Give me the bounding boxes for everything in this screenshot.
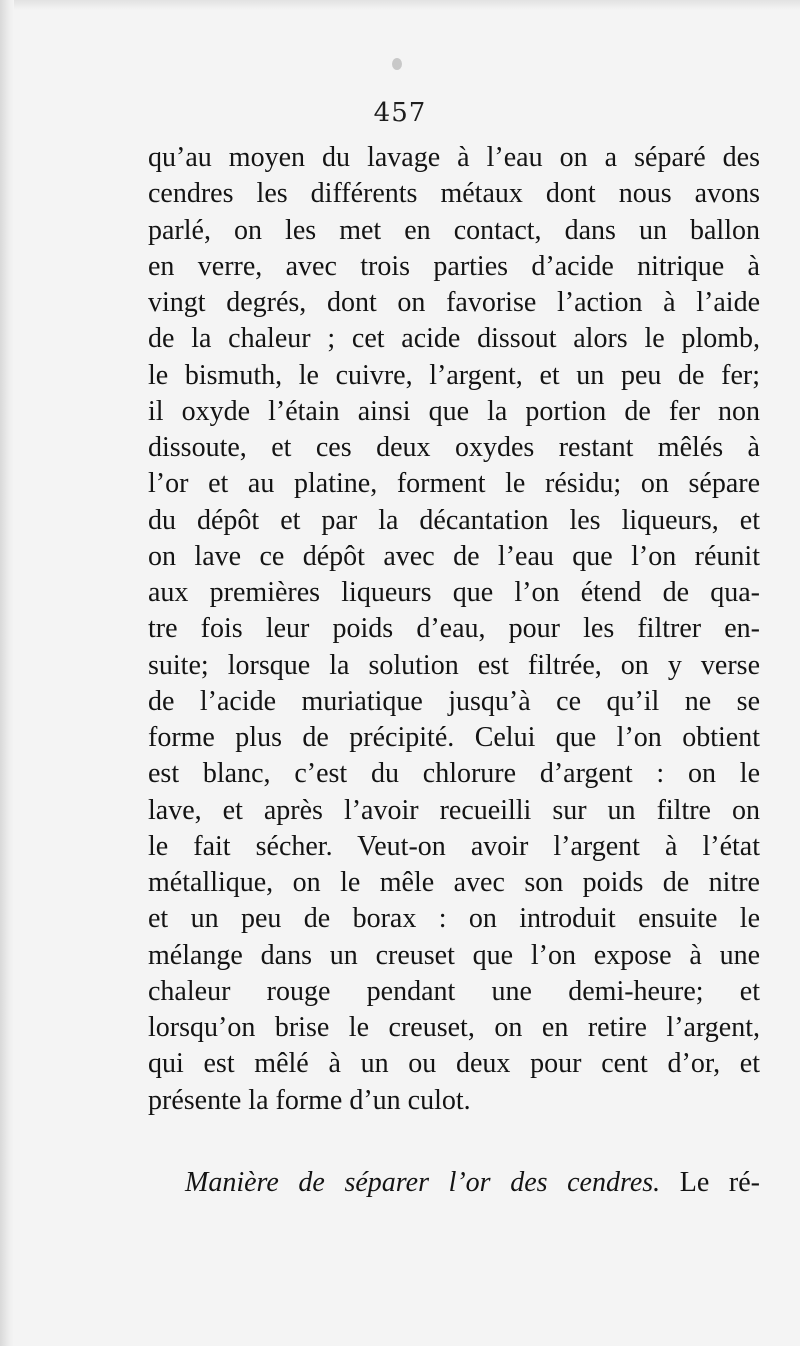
scan-edge-left xyxy=(0,0,14,1346)
text-line: du dépôt et par la décantation les liqueurs, et xyxy=(148,504,760,536)
text-line: de la chaleur ; cet acide dissout alors le plomb, xyxy=(148,323,760,355)
text-line: le fait sécher. Veut-on avoir l’argent à l’état xyxy=(148,830,760,862)
text-line: en verre, avec trois parties d’acide nitrique à xyxy=(148,250,760,282)
text-line: est blanc, c’est du chlorure d’argent : on le xyxy=(148,758,760,790)
text-line: le bismuth, le cuivre, l’argent, et un peu de fer; xyxy=(148,359,760,391)
text-line: qui est mêlé à un ou deux pour cent d’or, et xyxy=(148,1048,760,1080)
text-line: mélange dans un creuset que l’on expose à une xyxy=(148,939,760,971)
scan-edge-top xyxy=(0,0,800,10)
text-line: lorsqu’on brise le creuset, on en retire l’argent, xyxy=(148,1012,760,1043)
text-line: de l’acide muriatique jusqu’à ce qu’il ne se xyxy=(148,685,760,717)
heading-continuation: Le ré- xyxy=(679,1167,760,1198)
text-line: présente la forme d’un culot. xyxy=(148,1084,471,1116)
text-line: chaleur rouge pendant une demi-heure; et xyxy=(148,975,760,1007)
text-line: et un peu de borax : on introduit ensuite le xyxy=(148,903,760,935)
body-text xyxy=(148,140,760,1119)
text-line: vingt degrés, dont on favorise l’action à l’aide xyxy=(148,287,760,318)
text-line: suite; lorsque la solution est filtrée, on y verse xyxy=(148,649,760,681)
section-heading: Manière de séparer l’or des cendres. xyxy=(185,1167,661,1198)
text-line: lave, et après l’avoir recueilli sur un filtre on xyxy=(148,794,760,826)
text-line: aux premières liqueurs que l’on étend de qua- xyxy=(148,577,760,608)
text-line: on lave ce dépôt avec de l’eau que l’on réunit xyxy=(148,540,760,572)
section-heading-line xyxy=(185,1165,760,1201)
text-line: dissoute, et ces deux oxydes restant mêlés à xyxy=(148,432,760,463)
text-line: il oxyde l’étain ainsi que la portion de fer non xyxy=(148,395,760,427)
text-line: tre fois leur poids d’eau, pour les filtrer en- xyxy=(148,613,760,645)
page-number: 457 xyxy=(373,98,427,128)
ink-spot xyxy=(392,58,402,70)
text-line: cendres les différents métaux dont nous avons xyxy=(148,178,760,210)
text-line: métallique, on le mêle avec son poids de nitre xyxy=(148,867,760,898)
text-line: forme plus de précipité. Celui que l’on obtient xyxy=(148,722,760,753)
text-line: l’or et au platine, forment le résidu; on sépare xyxy=(148,468,760,500)
text-line: qu’au moyen du lavage à l’eau on a séparé des xyxy=(148,142,760,173)
text-line: parlé, on les met en contact, dans un ballon xyxy=(148,214,760,246)
